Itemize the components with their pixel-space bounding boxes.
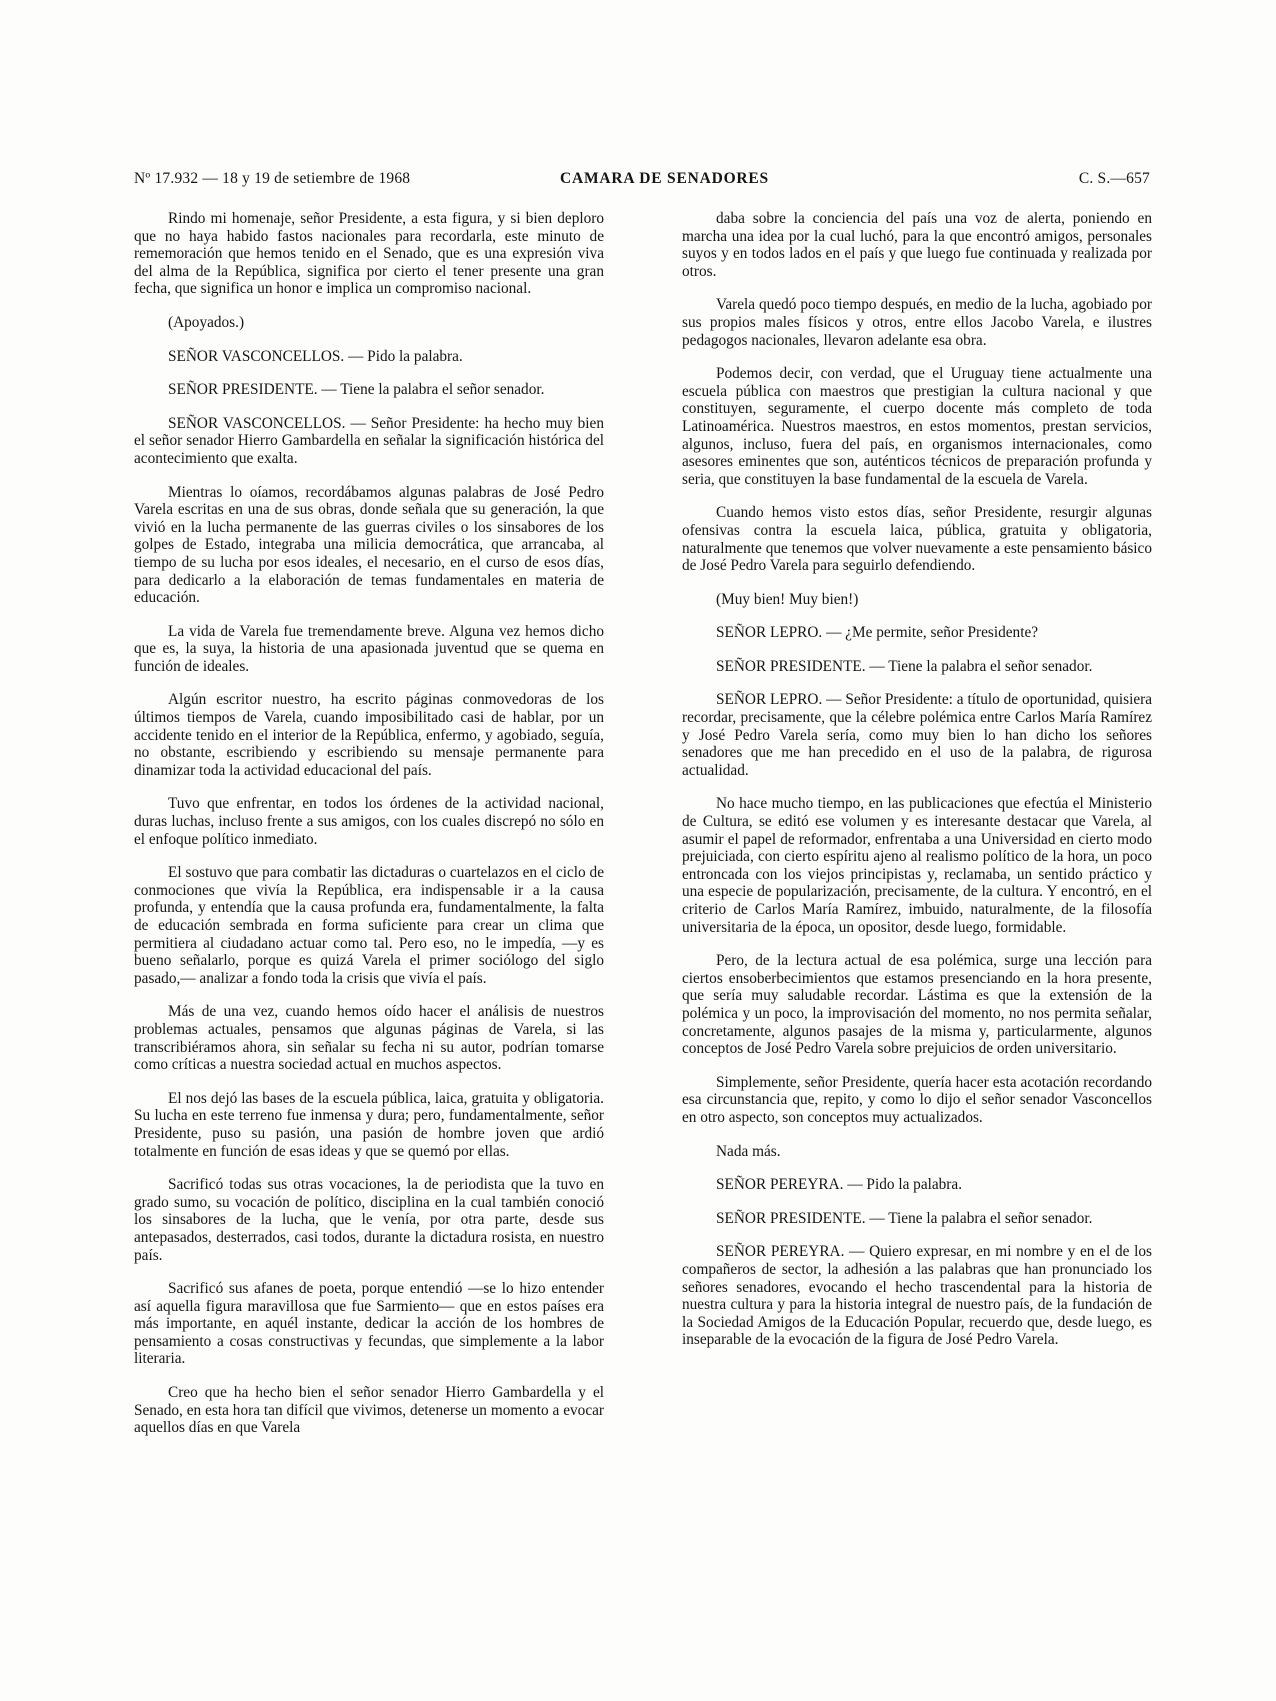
paragraph: No hace mucho tiempo, en las publicaciones que efectúa el Ministerio de Cultura, se editó ese volumen y es interesante destacar que Varela, al asumir el papel de reformador, enfrentaba a una Universidad en cierto modo prejuiciada, con cierto espíritu ajeno al realismo político de la hora, un poco entroncada con los viejos principistas y, reclamaba, un sentido práctico y una especie de popularización, precisamente, de la cultura. Y encontró, en el criterio de Carlos María Ramírez, imbuido, naturalmente, de la filosofía universitaria de la época, un opositor, desde luego, formidable. — [682, 795, 1152, 936]
paragraph: Varela quedó poco tiempo después, en medio de la lucha, agobiado por sus propios males físicos y otros, entre ellos Jacobo Varela, e ilustres pedagogos nacionales, llevaron adelante esa obra. — [682, 296, 1152, 349]
paragraph: Nada más. — [716, 1142, 781, 1160]
paragraph: Pero, de la lectura actual de esa polémica, surge una lección para ciertos ensoberbecimientos que estamos presenciando en la hora presente, que sería muy saludable recordar. Lástima es que la extensión de la polémica y un poco, la improvisación del momento, no nos permita señalar, concretamente, algunos pasajes de la misma y, particularmente, algunos conceptos de José Pedro Varela sobre prejuicios de orden universitario. — [682, 952, 1152, 1058]
paragraph: SEÑOR PRESIDENTE. — Tiene la palabra el señor senador. — [716, 1209, 1093, 1227]
paragraph: Algún escritor nuestro, ha escrito páginas conmovedoras de los últimos tiempos de Varela, cuando imposibilitado casi de hablar, por un accidente tenido en el interior de la República, enfermo, y agobiado, seguía, no obstante, escribiendo y escribiendo su mensaje permanente para dinamizar toda la actividad educacional del país. — [134, 691, 604, 779]
paragraph: SEÑOR LEPRO. — Señor Presidente: a título de oportunidad, quisiera recordar, precisamente, que la célebre polémica entre Carlos María Ramírez y José Pedro Varela sería, como muy bien lo han dicho los señores senadores que me han precedido en el uso de la palabra, de rigurosa actualidad. — [682, 691, 1152, 779]
left-column — [134, 210, 604, 1453]
paragraph: El sostuvo que para combatir las dictaduras o cuartelazos en el ciclo de conmociones que vivía la República, era indispensable ir a la causa profunda, y entendía que la causa profunda era, fundamentalmente, la falta de educación sembrada en forma suficiente para crear un clima que permitiera al ciudadano actuar como tal. Pero eso, no le impedía, —y es bueno señalarlo, porque es quizá Varela el primer sociólogo del siglo pasado,— analizar a fondo toda la crisis que vivía el país. — [134, 864, 604, 987]
paragraph: Más de una vez, cuando hemos oído hacer el análisis de nuestros problemas actuales, pensamos que algunas páginas de Varela, si las transcribiéramos ahora, sin señalar su fecha ni su autor, podrían tomarse como críticas a nuestra sociedad actual en muchos aspectos. — [134, 1003, 604, 1074]
paragraph: (Muy bien! Muy bien!) — [716, 590, 859, 608]
issue-number-date: Nº 17.932 — 18 y 19 de setiembre de 1968 — [134, 170, 411, 187]
paragraph: SEÑOR PRESIDENTE. — Tiene la palabra el señor senador. — [716, 657, 1093, 675]
paragraph: SEÑOR LEPRO. — ¿Me permite, señor Presidente? — [716, 624, 1039, 642]
page-header — [134, 170, 1150, 194]
paragraph: Podemos decir, con verdad, que el Uruguay tiene actualmente una escuela pública con maestros que prestigian la cultura nacional y que constituyen, seguramente, el cuerpo docente más completo de toda Latinoamérica. Nuestros maestros, en estos momentos, prestan servicios, algunos, incluso, fuera del país, en organismos internacionales, como asesores eminentes que son, auténticos técnicos de preparación profunda y seria, que constituyen la base fundamental de la escuela de Varela. — [682, 365, 1152, 488]
page-number: C. S.—657 — [1078, 170, 1150, 187]
paragraph: Simplemente, señor Presidente, quería hacer esta acotación recordando esa circunstancia que, repito, y como lo dijo el señor senador Vasconcellos en otro aspecto, son conceptos muy actualizados. — [682, 1073, 1152, 1126]
paragraph: SEÑOR VASCONCELLOS. — Señor Presidente: ha hecho muy bien el señor senador Hierro Gambardella en señalar la significación histórica del acontecimiento que exalta. — [134, 414, 604, 467]
paragraph: SEÑOR PRESIDENTE. — Tiene la palabra el señor senador. — [168, 381, 545, 399]
paragraph: Sacrificó todas sus otras vocaciones, la de periodista que la tuvo en grado sumo, su vocación de político, disciplina en la cual también conoció los sinsabores de la lucha, que le venía, por otra parte, desde sus antepasados, desterrados, casi todos, durante la dictadura rosista, en nuestro país. — [134, 1176, 604, 1264]
paragraph: El nos dejó las bases de la escuela pública, laica, gratuita y obligatoria. Su lucha en este terreno fue inmensa y dura; pero, fundamentalmente, señor Presidente, puso su pasión, una pasión de hombre joven que ardió totalmente en función de esas ideas y que se quemó por ellas. — [134, 1089, 604, 1160]
paragraph: Mientras lo oíamos, recordábamos algunas palabras de José Pedro Varela escritas en una de sus obras, donde señala que su generación, la que vivió en la lucha permanente de las guerras civiles o los sinsabores de los golpes de Estado, integraba una milicia democrática, que arrancaba, al tiempo de su lucha por esos ideales, el necesario, en el curso de esos días, para dedicarlo a la elaboración de temas fundamentales en materia de educación. — [134, 483, 604, 607]
paragraph: Rindo mi homenaje, señor Presidente, a esta figura, y si bien deploro que no haya habido fastos nacionales para recordarla, este minuto de rememoración que hemos tenido en el Senado, que es una expresión viva del alma de la República, significa por cierto el tener presente una gran fecha, que significa un honor e implica un compromiso nacional. — [134, 210, 604, 298]
paragraph: Cuando hemos visto estos días, señor Presidente, resurgir algunas ofensivas contra la escuela laica, pública, gratuita y obligatoria, naturalmente que tenemos que volver nuevamente a este pensamiento básico de José Pedro Varela para seguirlo defendiendo. — [682, 504, 1152, 575]
paragraph: Sacrificó sus afanes de poeta, porque entendió —se lo hizo entender así aquella figura maravillosa que fue Sarmiento— que en estos países era más importante, en aquél instante, dedicar la acción de los hombres de pensamiento a cosas constructivas y fecundas, que simplemente a la labor literaria. — [134, 1280, 604, 1368]
right-column — [682, 210, 1152, 1365]
paragraph: Creo que ha hecho bien el señor senador Hierro Gambardella y el Senado, en esta hora tan difícil que vivimos, detenerse un momento a evocar aquellos días en que Varela — [134, 1384, 604, 1437]
paragraph: SEÑOR PEREYRA. — Pido la palabra. — [716, 1176, 963, 1194]
paragraph: SEÑOR VASCONCELLOS. — Pido la palabra. — [168, 347, 463, 365]
paragraph: SEÑOR PEREYRA. — Quiero expresar, en mi nombre y en el de los compañeros de sector, la adhesión a las palabras que han pronunciado los señores senadores, evocando el hecho trascendental para la historia de nuestra cultura y para la historia integral de nuestro país, de la fundación de la Sociedad Amigos de la Educación Popular, recuerdo que, desde luego, es inseparable de la evocación de la figura de José Pedro Varela. — [682, 1243, 1152, 1349]
paragraph: daba sobre la conciencia del país una voz de alerta, poniendo en marcha una idea por la cual luchó, para la que encontró amigos, personales suyos y en todos lados en el país y que luego fue continuada y realizada por otros. — [682, 210, 1152, 280]
paragraph: Tuvo que enfrentar, en todos los órdenes de la actividad nacional, duras luchas, incluso frente a sus amigos, con los cuales discrepó no sólo en el enfoque político inmediato. — [134, 795, 604, 848]
paragraph: (Apoyados.) — [168, 313, 245, 331]
publication-title: CAMARA DE SENADORES — [560, 170, 769, 187]
paragraph: La vida de Varela fue tremendamente breve. Alguna vez hemos dicho que es, la suya, la historia de una apasionada juventud que se quema en función de ideales. — [134, 622, 604, 675]
